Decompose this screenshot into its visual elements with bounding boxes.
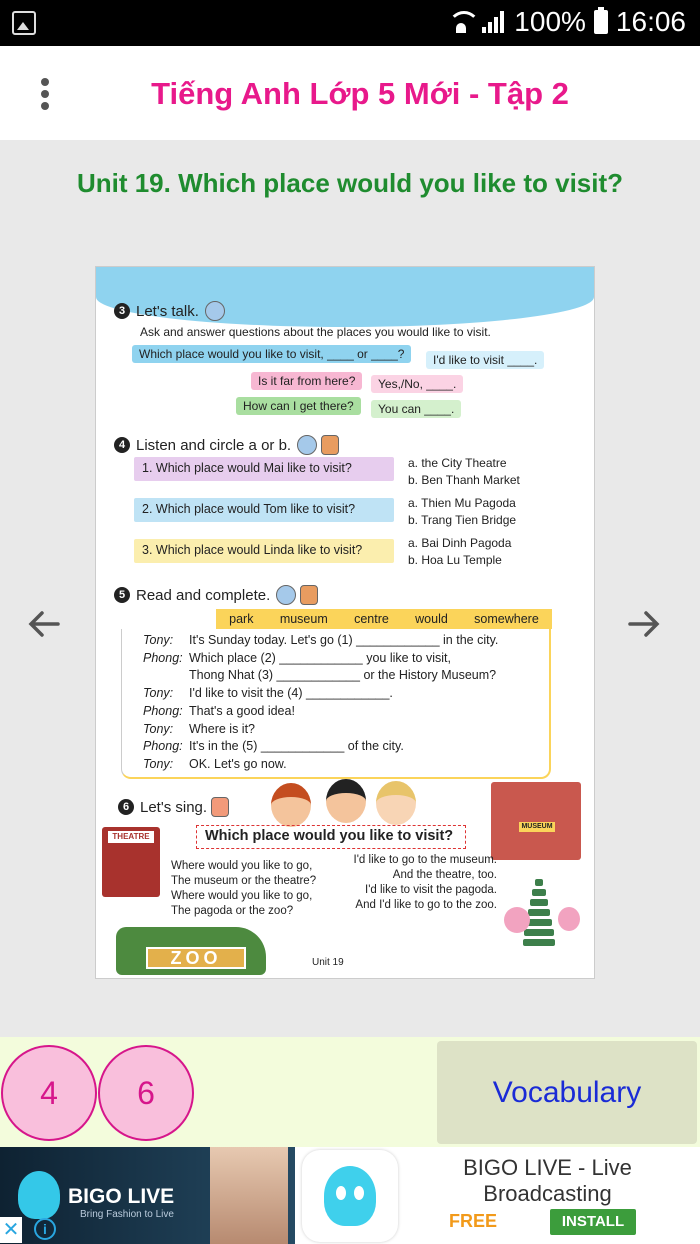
talk-icon	[205, 301, 225, 321]
dialogue-line: Tony: Where is it?	[143, 722, 255, 736]
lesson-title: Unit 19. Which place would you like to visit?	[76, 168, 624, 198]
bigo-logo-icon	[18, 1171, 60, 1219]
q4-1-options: a. the City Theatre b. Ben Thanh Market	[408, 456, 520, 487]
arrow-left-icon[interactable]	[24, 604, 64, 644]
signal-icon	[482, 11, 506, 33]
app-title: Tiếng Anh Lớp 5 Mới - Tập 2	[151, 76, 569, 111]
q4-3-options: a. Bai Dinh Pagoda b. Hoa Lu Temple	[408, 536, 512, 567]
listen-icon	[297, 435, 317, 455]
clock: 16:06	[615, 6, 686, 37]
tree-illustration	[558, 907, 580, 931]
ad-banner[interactable]	[0, 1147, 700, 1244]
q4-2-options: a. Thien Mu Pagoda b. Trang Tien Bridge	[408, 496, 517, 527]
ad-close-icon[interactable]: ✕	[0, 1217, 22, 1243]
section4-heading: 4 Listen and circle a or b.	[114, 435, 339, 455]
ad-price: FREE	[449, 1211, 498, 1231]
ad-brand: BIGO LIVE	[68, 1185, 175, 1208]
arrow-right-icon[interactable]	[624, 604, 664, 644]
theatre-illustration: THEATRE	[102, 827, 160, 897]
dialogue-line: Phong: That's a good idea!	[143, 704, 295, 718]
bottom-bar	[0, 1037, 700, 1147]
a3-bubble: You can ____.	[371, 400, 461, 418]
status-right	[448, 6, 686, 38]
dialogue-line: Tony: It's Sunday today. Let's go (1) ____________ in the city.	[143, 633, 499, 647]
q1-bubble: Which place would you like to visit, ____ or ____?	[132, 345, 411, 363]
dialogue-line: Tony: I'd like to visit the (4) ____________.	[143, 686, 393, 700]
museum-illustration: MUSEUM	[491, 782, 581, 860]
child-illustration	[376, 781, 416, 825]
dialogue-line: Phong: Which place (2) ____________ you like to visit,	[143, 651, 451, 665]
left-lyrics: Where would you like to go, The museum or the theatre? Where would you like to go, The pagoda or the zoo?	[171, 860, 317, 917]
section6-heading: 6 Let's sing.	[118, 797, 229, 817]
sing-icon	[211, 797, 229, 817]
q2-bubble: Is it far from here?	[251, 372, 362, 390]
next-page-button[interactable]: 6	[98, 1045, 194, 1141]
textbook-page	[95, 266, 595, 979]
word-box: park museum centre would somewhere	[216, 609, 552, 629]
status-bar	[0, 0, 700, 46]
battery-icon	[594, 10, 608, 34]
dialogue-line: Thong Nhat (3) ____________ or the History Museum?	[189, 668, 497, 682]
write-icon	[300, 585, 318, 605]
zoo-illustration: ZOO	[116, 927, 266, 975]
song-title: Which place would you like to visit?	[196, 825, 466, 849]
section5-heading: 5 Read and complete.	[114, 585, 318, 605]
dialogue-line: Tony: OK. Let's go now.	[143, 757, 287, 771]
read-icon	[276, 585, 296, 605]
tree-illustration	[504, 907, 530, 933]
right-lyrics: I'd like to go to the museum. And the theatre, too. I'd like to visit the pagoda. And I'd like to go to the zoo.	[353, 854, 497, 911]
wifi-icon	[448, 11, 474, 33]
ad-info-icon[interactable]: i	[34, 1218, 56, 1240]
ad-title: BIGO LIVE - Live Broadcasting	[463, 1155, 632, 1206]
section3-heading: 3 Let's talk.	[114, 301, 225, 321]
dialogue-line: Phong: It's in the (5) ____________ of the city.	[143, 739, 404, 753]
circle-icon	[321, 435, 339, 455]
section3-instruction: Ask and answer questions about the places you would like to visit.	[140, 325, 491, 339]
app-bar	[0, 46, 700, 140]
a1-bubble: I'd like to visit ____.	[426, 351, 544, 369]
gallery-icon	[12, 11, 36, 35]
q3-bubble: How can I get there?	[236, 397, 361, 415]
prev-page-button[interactable]: 4	[1, 1045, 97, 1141]
q4-1: 1. Which place would Mai like to visit?	[134, 457, 394, 481]
vocabulary-button[interactable]: Vocabulary	[437, 1041, 697, 1144]
a2-bubble: Yes,/No, ____.	[371, 375, 463, 393]
ad-app-icon[interactable]	[302, 1150, 398, 1242]
child-illustration	[326, 779, 366, 823]
ad-photo	[210, 1147, 288, 1244]
ad-install-button[interactable]: INSTALL	[550, 1209, 636, 1235]
battery-percent: 100%	[514, 6, 586, 37]
page-footer: Unit 19	[312, 957, 344, 968]
q4-2: 2. Which place would Tom like to visit?	[134, 498, 394, 522]
q4-3: 3. Which place would Linda like to visit?	[134, 539, 394, 563]
ad-tagline: Bring Fashion to Live	[80, 1209, 174, 1220]
child-illustration	[271, 783, 311, 827]
